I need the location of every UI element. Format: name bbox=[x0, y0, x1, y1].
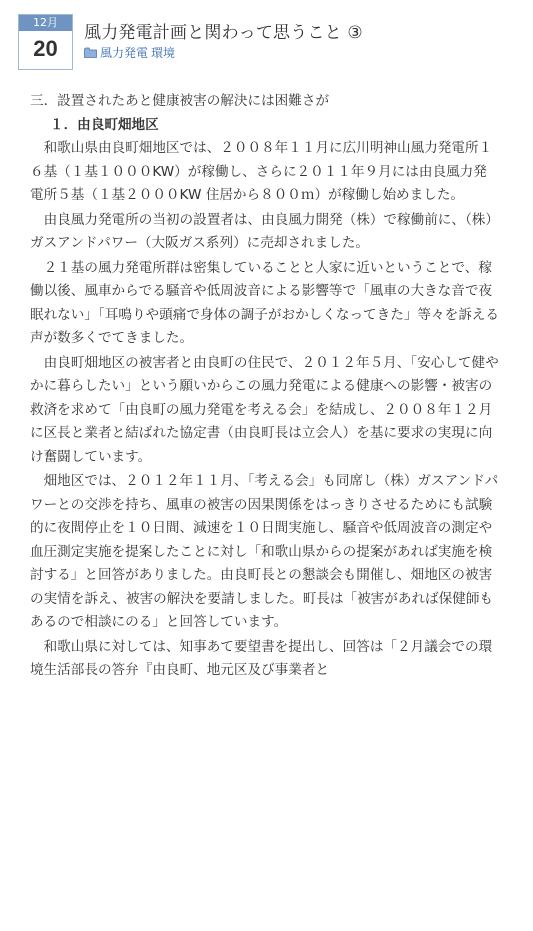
folder-icon bbox=[84, 47, 97, 58]
date-day: 20 bbox=[33, 36, 58, 61]
post-header bbox=[0, 0, 533, 80]
paragraph-5: 畑地区では、２０１２年１１月、「考える会」も同席し（株）ガスアンドパワーとの交渉を持ち、風車の被害の因果関係をはっきりさせるためにも試験的に夜間停止を１０日間、減速を１０日間実施し、騒音や低周波音の測定や血圧測定実施を提案したことに対し「和歌山県からの提案があれば実施を検討する」と回答がありました。由良町長との懇談会も開催し、畑地区の被害の実情を訴え、被害の解決を要請しました。町長は「被害があれば保健師もあるので相談にのる」と回答しています。 bbox=[30, 473, 499, 630]
paragraph-4: 由良町畑地区の被害者と由良町の住民で、２０１２年５月、「安心して健やかに暮らしたい」という願いからこの風力発電による健康への影響・被害の救済を求めて「由良町の風力発電を考える会」を結成し、２００８年１２月に区長と業者と結ばれた協定書（由良町長は立会人）を基に要求の実現に向け奮闘しています。 bbox=[30, 354, 499, 465]
article-body bbox=[30, 90, 500, 683]
date-month: 12月 bbox=[19, 15, 72, 31]
paragraph-1: 和歌山県由良町畑地区では、２００８年１１月に広川明神山風力発電所１６基（１基１０００KW）が稼働し、さらに２０１１年９月には由良風力発電所５基（１基２０００KW 住居から８００ｍ）が稼働し始めました。 bbox=[30, 140, 493, 203]
paragraph-2: 由良風力発電所の当初の設置者は、由良風力開発（株）で稼働前に、（株）ガスアンドパワー（大阪ガス系列）に売却されました。 bbox=[30, 211, 499, 251]
paragraph-6: 和歌山県に対しては、知事あて要望書を提出し、回答は「２月議会での環境生活部長の答弁『由良町、地元区及び事業者と bbox=[30, 638, 493, 678]
section-heading: 三．設置されたあと健康被害の解決には困難さが bbox=[30, 93, 330, 109]
sub-heading: １．由良町畑地区 bbox=[50, 116, 159, 133]
date-badge bbox=[18, 14, 73, 70]
paragraph-3: ２１基の風力発電所群は密集していることと人家に近いということで、稼働以後、風車からでる騒音や低周波音による影響等で「風車の大きな音で夜眠れない」「耳鳴りや頭痛で身体の調子がおかしくなってきた」等々を訴える声が数多くでてきました。 bbox=[30, 259, 499, 346]
category-list bbox=[84, 44, 175, 61]
category-link-environment[interactable]: 環境 bbox=[151, 46, 176, 60]
category-link-wind[interactable]: 風力発電 bbox=[100, 46, 149, 60]
post-title[interactable]: 風力発電計画と関わって思うこと ③ bbox=[84, 23, 363, 43]
